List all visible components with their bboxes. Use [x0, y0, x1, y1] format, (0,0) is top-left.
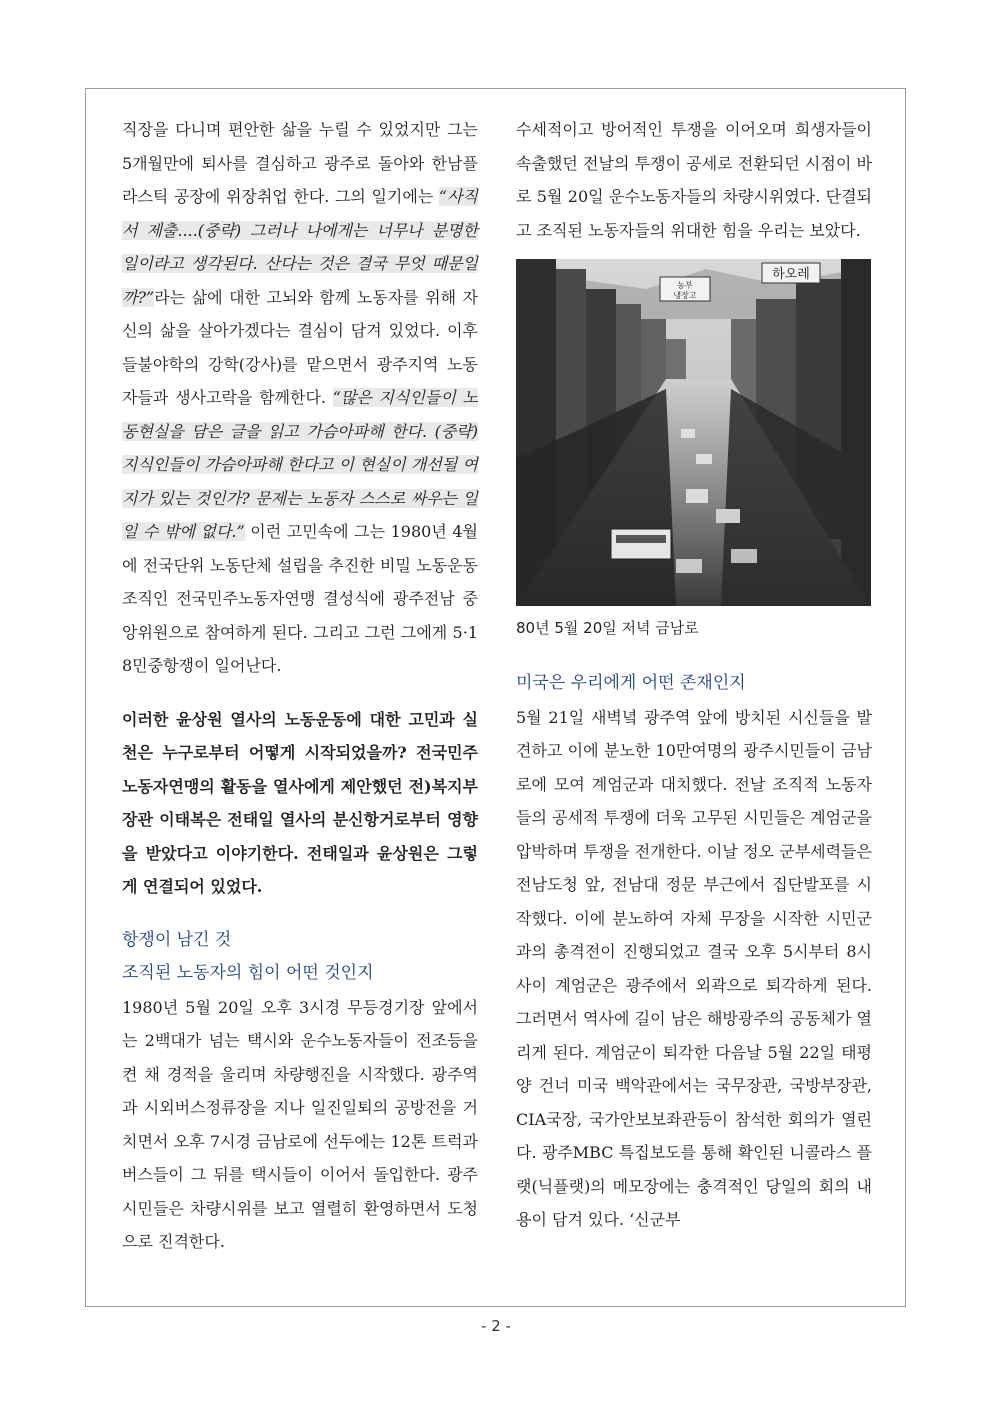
paragraph-diary	[122, 113, 478, 683]
section-heading-usa: 미국은 우리에게 어떤 존재인지	[516, 673, 746, 693]
right-column	[516, 113, 872, 1237]
body-text: 직장을 다니며 편안한 삶을 누릴 수 있었지만 그는 5개월만에 퇴사를 결심하고 광주로 돌아와 한남플라스틱 공장에 위장취업 한다. 그의 일기에는	[122, 120, 478, 206]
photo-sign-text: 농부	[677, 281, 693, 290]
diary-quote: “사직서 제출....(중략) 그러나 나에게는 너무나 분명한 일이라고 생각된다. 산다는 것은 결국 무엇 때문일까?”	[122, 187, 478, 307]
photo-sign-text: 냉장고	[673, 291, 697, 300]
photo-sign-text: 하오레	[772, 267, 810, 282]
left-column	[122, 113, 478, 1259]
paragraph-transition: 수세적이고 방어적인 투쟁을 이어오며 희생자들이 속출했던 전날의 투쟁이 공세로 전환되던 시점이 바로 5월 20일 운수노동자들의 차량시위였다. 단결되고 조직된 노동자들의 위대한 힘을 우리는 보았다.	[516, 120, 872, 240]
paragraph-may21: 5월 21일 새벽녘 광주역 앞에 방치된 시신들을 발견하고 이에 분노한 10만여명의 광주시민들이 금남로에 모여 계엄군과 대치했다. 전날 조직적 노동자들의 공세적 투쟁에 더욱 고무된 시민들은 계엄군을 압박하며 투쟁을 전개한다. 이날 정오 군부세력들은 전남도청 앞, 전남대 정문 부근에서 집단발포를 시작했다. 이에 분노하여 자체 무장을 시작한 시민군과의 총격전이 진행되었고 결국 오후 5시부터 8시 사이 계엄군은 광주에서 외곽으로 퇴각하게 된다. 그러면서 역사에 길이 남은 해방광주의 공동체가 열리게 된다. 계엄군이 퇴각한 다음날 5월 22일 태평양 건너 미국 백악관에서는 국무장관, 국방부장관, CIA국장, 국가안보보좌관등이 참석한 회의가 열린다. 광주MBC 특집보도를 통해 확인된 니콜라스 플랫(닉플랫)의 메모장에는 충격적인 당일의 회의 내용이 담겨 있다. ‘신군부	[516, 707, 872, 1229]
body-text: 이런 고민속에 그는 1980년 4월에 전국단위 노동단체 설립을 추진한 비밀 노동운동조직인 전국민주노동자연맹 결성식에 광주전남 중앙위원으로 참여하게 된다. 그리고 그런 그에게 5·18민중항쟁이 일어난다.	[122, 522, 478, 675]
body-text: 라는 삶에 대한 고뇌와 함께 노동자를 위해 자신의 삶을 살아가겠다는 결심이 담겨 있었다. 이후 들불야학의 강학(강사)를 맡으면서 광주지역 노동자들과 생사고락을 함께한다.	[122, 287, 478, 407]
spacer	[516, 650, 872, 667]
photo-caption: 80년 5월 20일 저녁 금남로	[516, 619, 699, 637]
section-subheading-workers: 조직된 노동자의 힘이 어떤 것인지	[122, 963, 374, 983]
street-protest-photo	[516, 259, 871, 606]
paragraph-connection: 이러한 윤상원 열사의 노동운동에 대한 고민과 실천은 누구로부터 어떻게 시작되었을까? 전국민주노동자연맹의 활동을 열사에게 제안했던 전)복지부 장관 이태복은 전태일 열사의 분신항거로부터 영향을 받았다고 이야기한다. 전태일과 윤상원은 그렇게 연결되어 있었다.	[122, 709, 478, 896]
section-heading-legacy: 항쟁이 남긴 것	[122, 929, 232, 950]
spacer	[122, 683, 478, 703]
paragraph-vehicle-protest: 1980년 5월 20일 오후 3시경 무등경기장 앞에서는 2백대가 넘는 택시와 운수노동자들이 전조등을 켠 채 경적을 울리며 차량행진을 시작했다. 광주역과 시외버스정류장을 지나 일진일퇴의 공방전을 거치면서 오후 7시경 금남로에 선두에는 12톤 트럭과 버스들이 그 뒤를 택시들이 이어서 돌입한다. 광주시민들은 차량시위를 보고 열렬히 환영하면서 도청으로 진격한다.	[122, 997, 478, 1251]
page-number: - 2 -	[481, 1317, 511, 1335]
intellectual-quote: “많은 지식인들이 노동현실을 담은 글을 읽고 가슴아파해 한다. (중략) 지식인들이 가슴아파해 한다고 이 현실이 개선될 여지가 있는 것인가? 문제는 노동자 스스로 싸우는 일일 수 밖에 없다.”	[122, 388, 479, 541]
spacer	[122, 904, 478, 924]
